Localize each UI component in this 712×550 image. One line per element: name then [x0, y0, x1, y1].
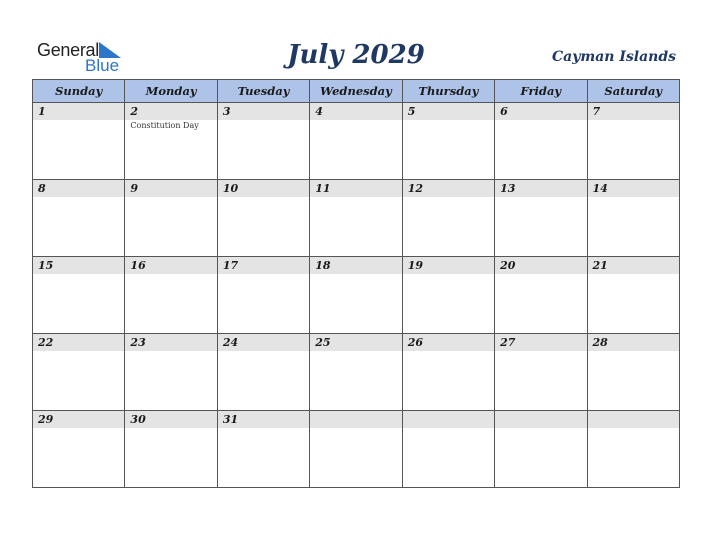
week-row — [33, 180, 680, 257]
day-number: 1 — [33, 103, 124, 120]
holiday-label — [218, 120, 309, 121]
holiday-label — [403, 197, 494, 198]
day-cell — [125, 180, 217, 257]
day-cell — [310, 257, 402, 334]
day-cell — [217, 257, 309, 334]
day-cell — [587, 103, 679, 180]
day-number: 30 — [125, 411, 216, 428]
day-number: 22 — [33, 334, 124, 351]
calendar-title: July 2029 — [287, 40, 425, 70]
day-cell — [33, 334, 125, 411]
day-number — [495, 411, 586, 428]
holiday-label — [33, 120, 124, 121]
day-number: 24 — [218, 334, 309, 351]
day-number: 20 — [495, 257, 586, 274]
holiday-label — [310, 197, 401, 198]
day-cell — [587, 411, 679, 488]
day-cell — [125, 334, 217, 411]
day-number: 12 — [403, 180, 494, 197]
day-number: 25 — [310, 334, 401, 351]
day-cell — [587, 180, 679, 257]
calendar-grid — [32, 79, 680, 488]
day-number: 2 — [125, 103, 216, 120]
holiday-label — [588, 351, 679, 352]
holiday-label — [33, 428, 124, 429]
holiday-label — [218, 428, 309, 429]
holiday-label — [588, 428, 679, 429]
holiday-label — [495, 351, 586, 352]
day-number: 26 — [403, 334, 494, 351]
holiday-label — [33, 274, 124, 275]
day-cell — [125, 103, 217, 180]
day-number: 15 — [33, 257, 124, 274]
day-number: 13 — [495, 180, 586, 197]
holiday-label — [310, 428, 401, 429]
weekday-header: Sunday — [33, 80, 125, 103]
holiday-label — [218, 274, 309, 275]
day-cell — [495, 257, 587, 334]
day-cell — [33, 411, 125, 488]
day-cell — [402, 411, 494, 488]
day-number: 17 — [218, 257, 309, 274]
holiday-label — [495, 428, 586, 429]
holiday-label — [588, 197, 679, 198]
holiday-label — [403, 351, 494, 352]
day-number: 28 — [588, 334, 679, 351]
day-cell — [495, 334, 587, 411]
day-number: 23 — [125, 334, 216, 351]
day-cell — [310, 180, 402, 257]
day-cell — [495, 411, 587, 488]
day-cell — [310, 103, 402, 180]
holiday-label — [125, 428, 216, 429]
day-number: 9 — [125, 180, 216, 197]
day-number — [403, 411, 494, 428]
day-number: 18 — [310, 257, 401, 274]
day-cell — [33, 103, 125, 180]
day-number: 10 — [218, 180, 309, 197]
week-row — [33, 411, 680, 488]
day-cell — [217, 103, 309, 180]
week-row — [33, 103, 680, 180]
day-number: 21 — [588, 257, 679, 274]
holiday-label: Constitution Day — [130, 121, 199, 130]
day-number: 7 — [588, 103, 679, 120]
day-cell — [217, 334, 309, 411]
holiday-label — [125, 274, 216, 275]
day-number — [310, 411, 401, 428]
day-number: 5 — [403, 103, 494, 120]
holiday-label — [403, 120, 494, 121]
weekday-header-row — [33, 80, 680, 103]
day-cell — [310, 411, 402, 488]
day-number: 6 — [495, 103, 586, 120]
day-number: 4 — [310, 103, 401, 120]
day-cell — [217, 180, 309, 257]
holiday-label — [495, 197, 586, 198]
weekday-header: Friday — [495, 80, 587, 103]
country-name: Cayman Islands — [552, 49, 676, 65]
day-cell — [125, 411, 217, 488]
day-number: 19 — [403, 257, 494, 274]
weekday-header: Saturday — [587, 80, 679, 103]
day-number: 11 — [310, 180, 401, 197]
holiday-label — [310, 274, 401, 275]
holiday-label — [125, 197, 216, 198]
day-number: 29 — [33, 411, 124, 428]
day-number: 31 — [218, 411, 309, 428]
weekday-header: Thursday — [402, 80, 494, 103]
holiday-label — [33, 197, 124, 198]
holiday-label — [310, 351, 401, 352]
day-cell — [495, 103, 587, 180]
holiday-label — [218, 351, 309, 352]
holiday-label — [403, 428, 494, 429]
day-number: 8 — [33, 180, 124, 197]
holiday-label — [588, 120, 679, 121]
logo-general-text: General — [37, 40, 99, 60]
day-cell — [402, 180, 494, 257]
week-row — [33, 257, 680, 334]
logo-blue-text: Blue — [85, 56, 120, 75]
day-cell — [587, 257, 679, 334]
holiday-label — [33, 351, 124, 352]
holiday-label — [218, 197, 309, 198]
holiday-label — [125, 351, 216, 352]
day-cell — [402, 103, 494, 180]
holiday-label — [495, 274, 586, 275]
day-number: 16 — [125, 257, 216, 274]
weekday-header: Tuesday — [217, 80, 309, 103]
day-cell — [587, 334, 679, 411]
holiday-label — [310, 120, 401, 121]
day-number: 3 — [218, 103, 309, 120]
day-number — [588, 411, 679, 428]
holiday-label — [495, 120, 586, 121]
day-number: 14 — [588, 180, 679, 197]
weekday-header: Monday — [125, 80, 217, 103]
day-cell — [33, 180, 125, 257]
day-cell — [33, 257, 125, 334]
week-row — [33, 334, 680, 411]
day-cell — [402, 257, 494, 334]
weekday-header: Wednesday — [310, 80, 402, 103]
day-cell — [217, 411, 309, 488]
day-cell — [125, 257, 217, 334]
holiday-label — [403, 274, 494, 275]
day-cell — [310, 334, 402, 411]
day-cell — [402, 334, 494, 411]
holiday-label — [588, 274, 679, 275]
day-cell — [495, 180, 587, 257]
day-number: 27 — [495, 334, 586, 351]
